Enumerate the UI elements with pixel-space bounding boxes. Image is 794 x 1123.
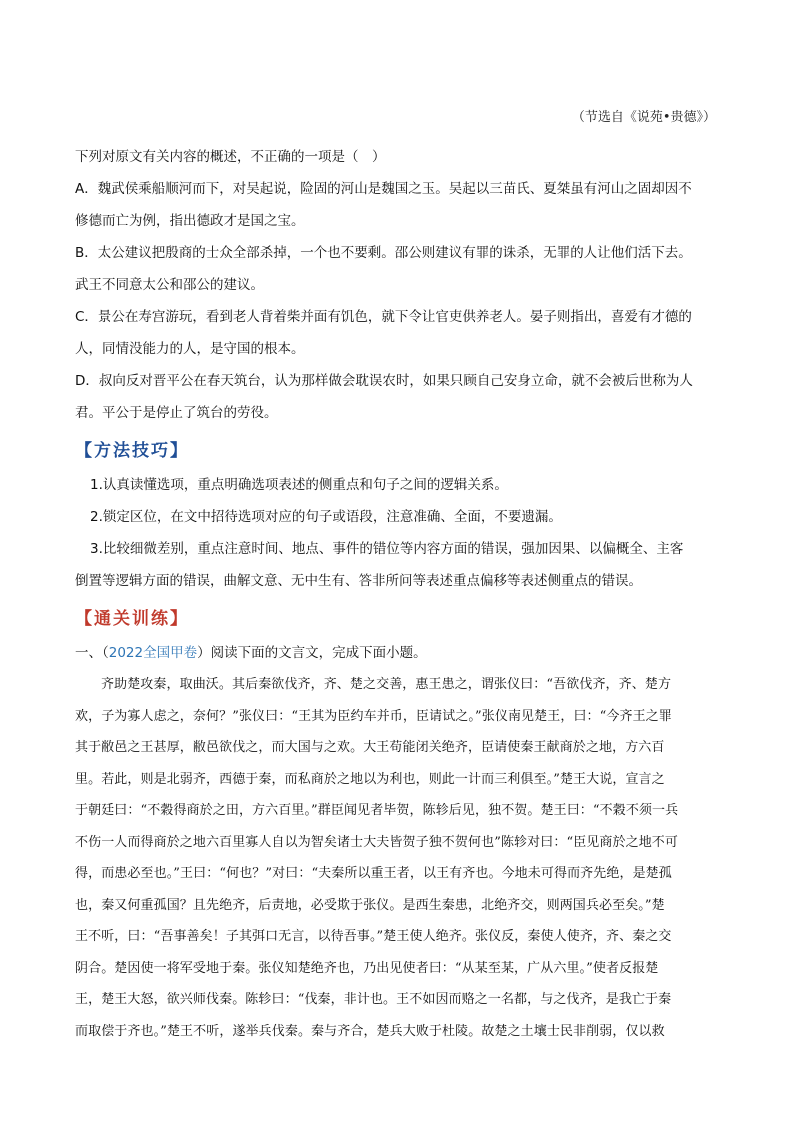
passage-line: 王，楚王大怒，欲兴师伐秦。陈轸曰：“伐秦，非计也。王不如因而赂之一名都，与之伐齐，是我亡于秦 bbox=[75, 992, 672, 1007]
question-stem: 下列对原文有关内容的概述，不正确的一项是（ ） bbox=[75, 149, 386, 165]
method-line: 倒置等逻辑方面的错误，曲解文意、无中生有、答非所问等表述重点偏移等表述侧重点的错误。 bbox=[75, 573, 642, 589]
passage-line: 也，秦又何重孤国？且先绝齐，后责地，必受欺于张仪。是西生秦患，北绝齐交，则两国兵必至矣。”楚 bbox=[75, 897, 665, 913]
passage-line: 阴合。楚因使一将军受地于秦。张仪知楚绝齐也，乃出见使者曰：“从某至某，广从六里。”使者反报楚 bbox=[75, 960, 659, 976]
item-suffix: ）阅读下面的文言文，完成下面小题。 bbox=[197, 645, 427, 661]
method-line: 2.锁定区位，在文中招待选项对应的句子或语段，注意准确、全面，不要遗漏。 bbox=[90, 509, 562, 525]
option-line: 人，同情没能力的人，是守国的根本。 bbox=[75, 341, 305, 357]
passage-line: 其于敝邑之王甚厚，敝邑欲伐之，而大国与之欢。大王苟能闭关绝齐，臣请使秦王献商於之地，方六百 bbox=[75, 740, 665, 755]
option-line: D．叔向反对晋平公在春天筑台，认为那样做会耽误农时，如果只顾自己安身立命，就不会被后世称为人 bbox=[75, 373, 693, 389]
method-line: 3.比较细微差别，重点注意时间、地点、事件的错位等内容方面的错误，强加因果、以偏概全、主客 bbox=[90, 541, 684, 557]
passage-line: 齐助楚攻秦，取曲沃。其后秦欲伐齐，齐、楚之交善，惠王患之，谓张仪曰：“吾欲伐齐，齐、楚方 bbox=[101, 677, 672, 692]
item-prefix: 一、（ bbox=[75, 645, 109, 661]
question-options bbox=[75, 173, 722, 429]
source-note: （节选自《说苑•贵德》） bbox=[571, 110, 716, 125]
option-line: 君。平公于是停止了筑台的劳役。 bbox=[75, 405, 278, 421]
passage-line: 欢，子为寡人虑之，奈何？”张仪曰：“王其为臣约车并币，臣请试之。”张仪南见楚王，曰：“今齐王之罪 bbox=[75, 708, 672, 724]
passage-line: 得，而患必至也。”王曰：“何也？”对曰：“夫秦所以重王者，以王有齐也。今地未可得而齐先绝，是楚孤 bbox=[75, 866, 672, 881]
option-line: B．太公建议把殷商的士众全部杀掉，一个也不要剩。邵公则建议有罪的诛杀，无罪的人让他们活下去。 bbox=[75, 245, 692, 261]
passage-line: 而取偿于齐也。”楚王不听，遂举兵伐秦。秦与齐合，楚兵大败于杜陵。故楚之土壤士民非削弱，仅以救 bbox=[75, 1023, 665, 1039]
option-line: A．魏武侯乘船顺河而下，对吴起说，险固的河山是魏国之玉。吴起以三苗氏、夏桀虽有河山之固却因不 bbox=[75, 181, 692, 197]
classical-passage bbox=[75, 669, 722, 1047]
method-line: 1.认真读懂选项，重点明确选项表述的侧重点和句子之间的逻辑关系。 bbox=[90, 477, 508, 493]
exam-year-label: 2022全国甲卷 bbox=[108, 645, 198, 661]
option-line: 武王不同意太公和邵公的建议。 bbox=[75, 277, 264, 293]
training-section-title: 【通关训练】 bbox=[75, 609, 189, 629]
main-text bbox=[75, 141, 722, 1047]
passage-line: 于朝廷曰：“不穀得商於之田，方六百里。”群臣闻见者毕贺，陈轸后见，独不贺。楚王曰：“不穀不须一兵 bbox=[75, 803, 679, 818]
passage-line: 王不听，曰：“吾事善矣！子其弭口无言，以待吾事。”楚王使人绝齐。张仪反，秦使人使齐，齐、秦之交 bbox=[75, 929, 672, 944]
option-line: C．景公在寿宫游玩，看到老人背着柴并面有饥色，就下令让官吏供养老人。晏子则指出，喜爱有才德的 bbox=[75, 309, 692, 325]
option-line: 修德而亡为例，指出德政才是国之宝。 bbox=[75, 213, 305, 229]
training-item-heading bbox=[75, 637, 722, 669]
passage-line: 里。若此，则是北弱齐，西德于秦，而私商於之地以为利也，则此一计而三利俱至。”楚王大说，宣言之 bbox=[75, 771, 665, 787]
passage-line: 不伤一人而得商於之地六百里寡人自以为智矣诸士大夫皆贺子独不贺何也”陈轸对曰：“臣见商於之地不可 bbox=[75, 834, 678, 850]
method-section-title: 【方法技巧】 bbox=[75, 441, 189, 461]
method-section-body bbox=[75, 469, 722, 597]
